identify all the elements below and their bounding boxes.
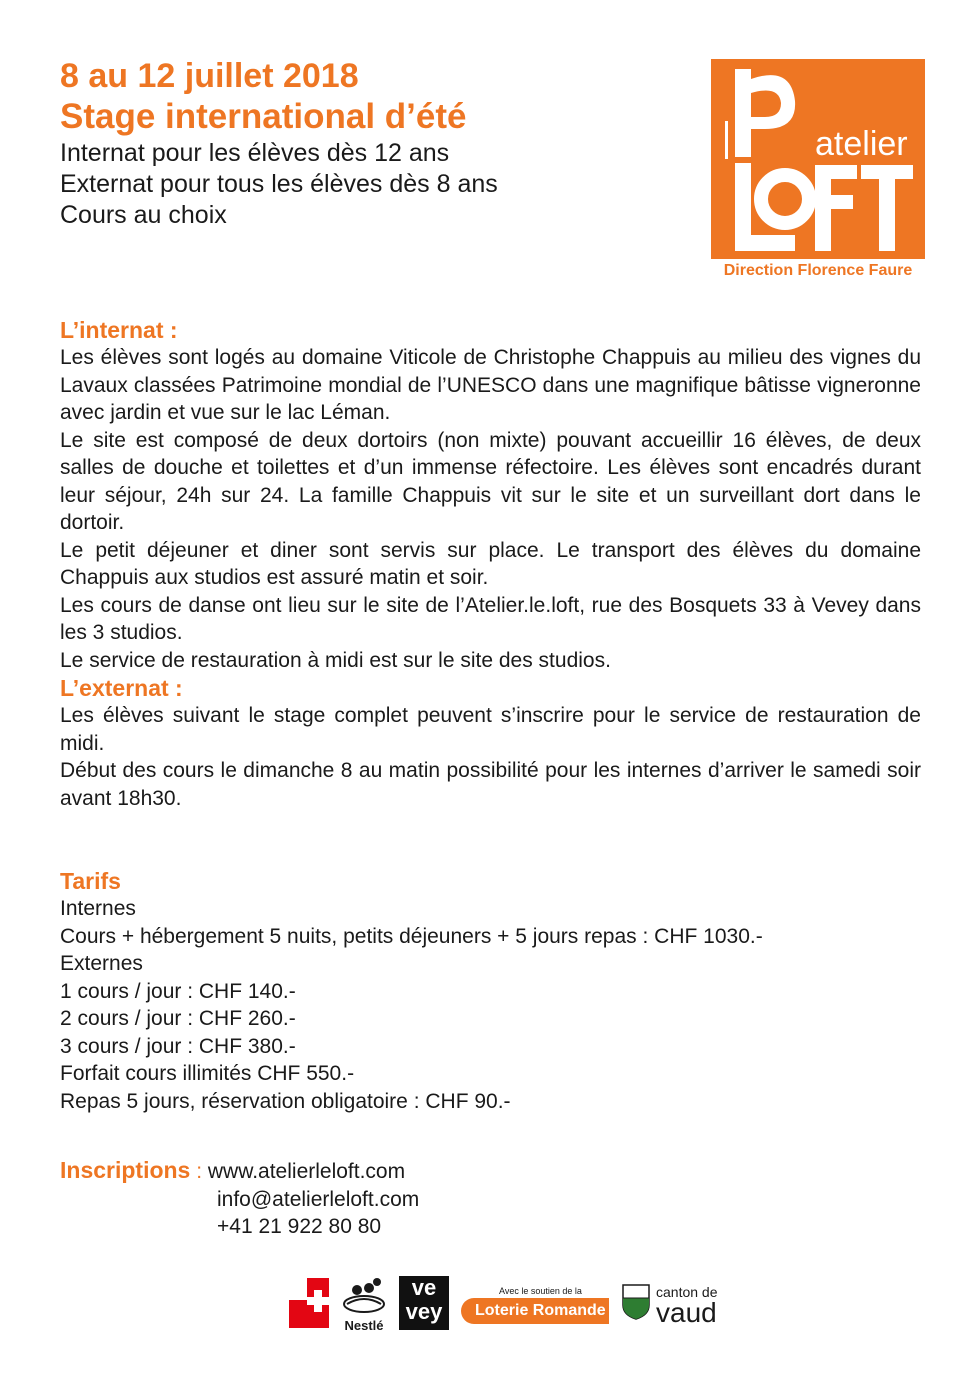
externat-paragraph: Début des cours le dimanche 8 au matin possibilité pour les internes d’arriver le samedi soir avant 18h30.	[60, 759, 921, 810]
nestle-logo	[341, 1276, 387, 1333]
internat-paragraph: Le site est composé de deux dortoirs (non mixte) pouvant accueillir 16 élèves, de deux salles de douche et toilettes et d’un immense réfectoire. Les élèves sont encadrés durant leur séjour, 24h sur 24. La famille Chappuis vit sur le site et un surveillant dort dans le dortoir.	[60, 428, 921, 534]
vevey-logo	[399, 1276, 449, 1330]
internat-heading: L’internat :	[60, 317, 178, 343]
vevey-top: ve	[411, 1275, 437, 1300]
tarif-line: Forfait cours illimités CHF 550.-	[60, 1062, 355, 1085]
logo-word-atelier: atelier	[815, 125, 908, 163]
loterie-name: Loterie Romande	[461, 1298, 609, 1324]
phone-number: +41 21 922 80 80	[217, 1215, 382, 1238]
canton-name: vaud	[656, 1297, 717, 1328]
canton-top-text: canton de	[656, 1284, 718, 1300]
nestle-nest-icon	[341, 1276, 387, 1314]
subtitle-cours: Cours au choix	[60, 201, 227, 229]
subtitle-internat: Internat pour les élèves dès 12 ans	[60, 139, 450, 167]
internat-paragraph: Le service de restauration à midi est sur le site des studios.	[60, 648, 611, 672]
website-link[interactable]: www.atelierleloft.com	[207, 1160, 406, 1183]
tarifs-section	[60, 867, 921, 1115]
tarif-line: 2 cours / jour : CHF 260.-	[60, 1007, 296, 1030]
tarif-line: Cours + hébergement 5 nuits, petits déjeuners + 5 jours repas : CHF 1030.-	[60, 924, 763, 948]
loterie-romande-logo	[461, 1286, 609, 1324]
loterie-support-text: Avec le soutien de la	[499, 1286, 582, 1296]
main-content	[60, 316, 921, 812]
logo-caption: Direction Florence Faure	[723, 262, 913, 279]
externat-paragraph: Les élèves suivant le stage complet peuvent s’inscrire pour le service de restauration de midi.	[60, 704, 921, 755]
inscriptions-section	[60, 1157, 760, 1241]
vaud-shield-icon	[622, 1284, 650, 1320]
internat-paragraph: Les élèves sont logés au domaine Viticole de Christophe Chappuis au milieu des vignes du Lavaux classées Patrimoine mondial de l’UNESCO dans une magnifique bâtisse vigneronne avec jardin et vue sur le lac Léman.	[60, 346, 921, 424]
inscriptions-separator: :	[190, 1160, 208, 1183]
event-dates: 8 au 12 juillet 2018	[60, 57, 359, 95]
email-link[interactable]: info@atelierleloft.com	[217, 1187, 420, 1211]
event-title: Stage international d’été	[60, 97, 467, 136]
tarif-line: Externes	[60, 952, 143, 975]
sponsor-logos	[285, 1274, 755, 1334]
subtitle-externat: Externat pour tous les élèves dès 8 ans	[60, 170, 498, 198]
internat-paragraph: Le petit déjeuner et diner sont servis sur place. Le transport des élèves du domaine Chappuis aux studios est assuré matin et soir.	[60, 538, 921, 589]
atelier-le-loft-logo	[711, 59, 925, 259]
inscriptions-label: Inscriptions	[60, 1157, 191, 1183]
nestle-wordmark: Nestlé	[344, 1318, 384, 1333]
canton-vaud-logo	[622, 1284, 752, 1330]
tarifs-heading: Tarifs	[60, 868, 121, 894]
tarif-line: 1 cours / jour : CHF 140.-	[60, 979, 296, 1003]
externat-heading: L’externat :	[60, 675, 183, 701]
logo-graphic	[711, 59, 925, 259]
tarif-line: Internes	[60, 897, 136, 920]
tarif-line: Repas 5 jours, réservation obligatoire : CHF 90.-	[60, 1089, 511, 1113]
swiss-cross-logo-icon	[289, 1278, 329, 1328]
internat-paragraph: Les cours de danse ont lieu sur le site de l’Atelier.le.loft, rue des Bosquets 33 à Vevey dans les 3 studios.	[60, 593, 921, 644]
tarif-line: 3 cours / jour : CHF 380.-	[60, 1034, 296, 1058]
page-header	[60, 56, 680, 231]
vevey-bottom: vey	[405, 1299, 443, 1324]
